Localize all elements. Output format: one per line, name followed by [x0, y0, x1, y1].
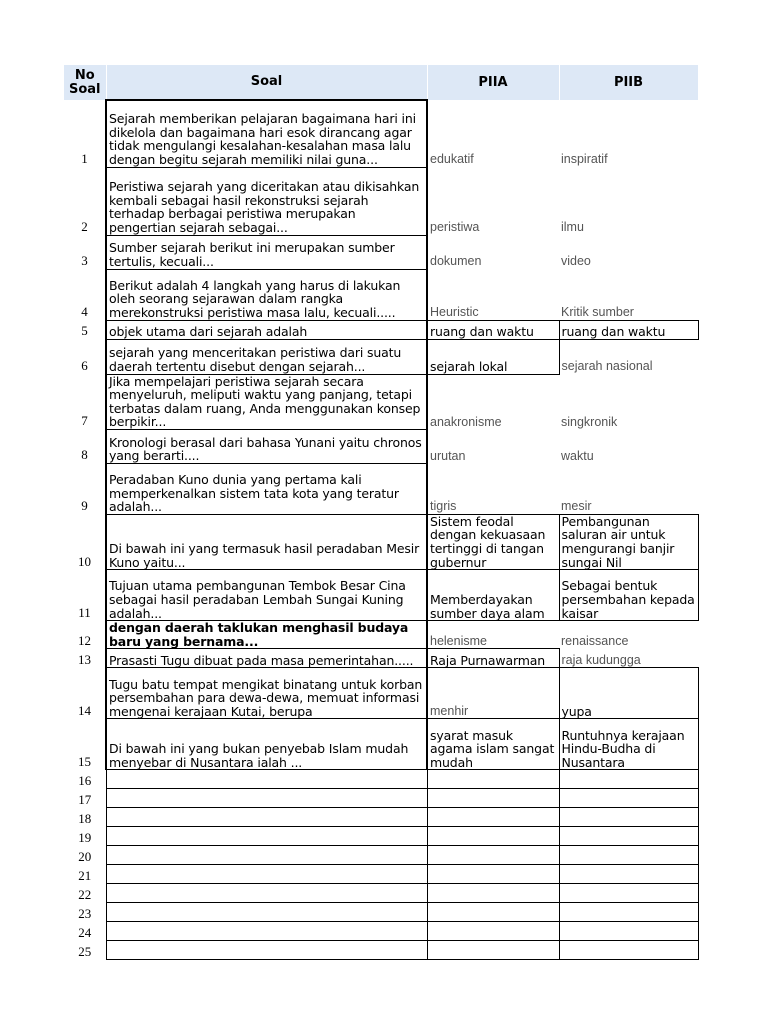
table-row	[64, 339, 698, 374]
no-soal-cell[interactable]: 23	[78, 905, 92, 921]
no-soal-cell[interactable]: 6	[81, 358, 88, 373]
soal-cell[interactable]: Kronologi berasal dari bahasa Yunani yaitu chronos yang berarti....	[106, 429, 427, 463]
table-row	[64, 903, 698, 922]
soal-cell[interactable]: sejarah yang menceritakan peristiwa dari suatu daerah tertentu disebut dengan sejarah...	[106, 339, 427, 374]
no-soal-cell[interactable]: 1	[81, 151, 88, 166]
soal-cell[interactable]	[106, 789, 427, 808]
piib-cell[interactable]	[559, 827, 698, 846]
no-soal-cell[interactable]: 11	[78, 604, 91, 620]
question-table	[64, 65, 699, 960]
table-row	[64, 269, 698, 320]
piia-cell[interactable]: Raja Purnawarman	[427, 649, 559, 668]
table-row	[64, 570, 698, 621]
header-soal[interactable]: Soal	[106, 65, 427, 100]
piia-cell[interactable]	[427, 846, 559, 865]
piia-cell[interactable]	[427, 808, 559, 827]
soal-cell[interactable]: dengan daerah taklukan menghasil budaya baru yang bernama...	[106, 621, 427, 649]
soal-cell[interactable]: Di bawah ini yang bukan penyebab Islam mudah menyebar di Nusantara ialah ...	[106, 719, 427, 770]
table-row	[64, 320, 698, 339]
soal-cell[interactable]	[106, 846, 427, 865]
piia-cell[interactable]	[427, 770, 559, 789]
no-soal-cell[interactable]: 7	[81, 413, 88, 429]
soal-cell[interactable]	[106, 770, 427, 789]
piia-cell[interactable]: Memberdayakan sumber daya alam	[427, 570, 559, 621]
soal-cell[interactable]	[106, 884, 427, 903]
table-row	[64, 865, 698, 884]
table-row	[64, 429, 698, 463]
piia-cell[interactable]: urutan	[430, 448, 466, 463]
piia-cell[interactable]	[427, 884, 559, 903]
no-soal-cell[interactable]: 4	[81, 304, 88, 319]
table-row	[64, 846, 698, 865]
no-soal-cell[interactable]: 10	[78, 553, 91, 569]
no-soal-cell[interactable]: 17	[78, 791, 92, 807]
table-row	[64, 770, 698, 789]
piia-cell[interactable]: Heuristic	[430, 304, 479, 319]
piib-cell[interactable]	[559, 846, 698, 865]
soal-cell[interactable]: Tujuan utama pembangunan Tembok Besar Cina sebagai hasil peradaban Lembah Sungai Kuning adalah...	[106, 570, 427, 621]
no-soal-cell[interactable]: 13	[78, 651, 91, 667]
piib-cell[interactable]: yupa	[559, 668, 698, 719]
piib-cell[interactable]: inspiratif	[561, 152, 608, 167]
piia-cell[interactable]: dokumen	[430, 254, 482, 269]
table-row	[64, 789, 698, 808]
piia-cell[interactable]: helenisme	[430, 633, 487, 648]
no-soal-cell[interactable]: 16	[78, 772, 92, 788]
table-row	[64, 235, 698, 269]
piia-cell[interactable]: menhir	[430, 703, 469, 718]
header-piib[interactable]: PIIB	[559, 65, 698, 100]
piib-cell[interactable]: Pembangunan saluran air untuk mengurangi banjir sungai Nil	[559, 514, 698, 569]
no-soal-cell[interactable]: 14	[78, 702, 91, 718]
piib-cell[interactable]	[559, 884, 698, 903]
no-soal-cell[interactable]: 25	[78, 943, 92, 959]
piib-cell[interactable]: singkronik	[561, 414, 618, 429]
soal-cell[interactable]: objek utama dari sejarah adalah	[106, 320, 427, 339]
soal-cell[interactable]	[106, 903, 427, 922]
no-soal-cell[interactable]: 20	[78, 848, 92, 864]
piib-cell[interactable]	[559, 865, 698, 884]
piia-cell[interactable]: ruang dan waktu	[427, 320, 559, 339]
piib-cell[interactable]: Sebagai bentuk persembahan kepada kaisar	[559, 570, 698, 621]
table-row	[64, 167, 698, 235]
piia-cell[interactable]: anakronisme	[430, 414, 502, 429]
piia-cell[interactable]	[427, 789, 559, 808]
soal-cell[interactable]: Prasasti Tugu dibuat pada masa pemerintahan.....	[106, 649, 427, 668]
no-soal-cell[interactable]: 15	[78, 753, 91, 769]
soal-cell[interactable]	[106, 922, 427, 941]
piia-cell[interactable]	[427, 827, 559, 846]
piib-cell[interactable]: sejarah nasional	[561, 359, 653, 374]
soal-cell[interactable]	[106, 865, 427, 884]
piib-cell[interactable]	[559, 903, 698, 922]
table-row	[64, 374, 698, 429]
piib-cell[interactable]: Runtuhnya kerajaan Hindu-Budha di Nusantara	[559, 719, 698, 770]
soal-cell[interactable]: Peradaban Kuno dunia yang pertama kali memperkenalkan sistem tata kota yang teratur adalah...	[106, 463, 427, 514]
soal-cell[interactable]: Tugu batu tempat mengikat binatang untuk korban persembahan para dewa-dewa, memuat informasi mengenai kerajaan Kutai, berupa	[106, 668, 427, 719]
no-soal-cell[interactable]: 3	[81, 253, 88, 268]
soal-cell[interactable]: Jika mempelajari peristiwa sejarah secara menyeluruh, meliputi waktu yang panjang, tetapi terbatas dalam ruang, Anda menggunakan konsep berpikir...	[106, 374, 427, 429]
piib-cell[interactable]: Kritik sumber	[561, 304, 634, 319]
table-row	[64, 884, 698, 903]
soal-cell[interactable]: Di bawah ini yang termasuk hasil peradaban Mesir Kuno yaitu...	[106, 514, 427, 569]
piib-cell[interactable]	[559, 941, 698, 960]
no-soal-cell[interactable]: 9	[81, 498, 88, 514]
piia-cell[interactable]: edukatif	[430, 152, 474, 167]
piib-cell[interactable]: ruang dan waktu	[559, 320, 698, 339]
piib-cell[interactable]: waktu	[561, 448, 594, 463]
piia-cell[interactable]	[427, 922, 559, 941]
piia-cell[interactable]	[427, 903, 559, 922]
piia-cell[interactable]: syarat masuk agama islam sangat mudah	[427, 719, 559, 770]
no-soal-cell[interactable]: 21	[78, 867, 92, 883]
piia-cell[interactable]	[427, 941, 559, 960]
piia-cell[interactable]: tigris	[430, 499, 457, 514]
table-row	[64, 621, 698, 649]
soal-cell[interactable]	[106, 808, 427, 827]
piib-cell[interactable]: video	[561, 254, 591, 269]
piia-cell[interactable]: peristiwa	[430, 220, 480, 235]
table-row	[64, 808, 698, 827]
piib-cell[interactable]	[559, 789, 698, 808]
piib-cell[interactable]	[559, 922, 698, 941]
table-row	[64, 827, 698, 846]
no-soal-cell[interactable]: 24	[78, 924, 92, 940]
piib-cell[interactable]: mesir	[561, 499, 592, 514]
piia-cell[interactable]: Sistem feodal dengan kekuasaan tertinggi di tangan gubernur	[427, 514, 559, 569]
header-row	[64, 65, 698, 100]
piib-cell[interactable]: raja kudungga	[561, 652, 641, 667]
table-row	[64, 941, 698, 960]
piib-cell[interactable]: renaissance	[561, 634, 629, 649]
table-row	[64, 719, 698, 770]
no-soal-cell[interactable]: 8	[81, 447, 88, 463]
soal-cell[interactable]	[106, 941, 427, 960]
no-soal-cell[interactable]: 2	[81, 219, 88, 234]
piia-cell[interactable]	[427, 865, 559, 884]
soal-cell[interactable]	[106, 827, 427, 846]
header-piia[interactable]: PIIA	[427, 65, 559, 100]
piib-cell[interactable]	[559, 808, 698, 827]
soal-cell[interactable]: Sumber sejarah berikut ini merupakan sumber tertulis, kecuali...	[106, 235, 427, 269]
table-row	[64, 463, 698, 514]
no-soal-cell[interactable]: 18	[78, 810, 92, 826]
no-soal-cell[interactable]: 5	[81, 323, 88, 338]
table-row	[64, 514, 698, 569]
table-row	[64, 100, 698, 167]
no-soal-cell[interactable]: 12	[78, 632, 91, 648]
no-soal-cell[interactable]: 19	[78, 829, 92, 845]
soal-cell[interactable]: Peristiwa sejarah yang diceritakan atau dikisahkan kembali sebagai hasil rekonstruksi sejarah terhadap berbagai peristiwa merupakan pengertian sejarah sebagai...	[106, 167, 427, 235]
soal-cell[interactable]: Sejarah memberikan pelajaran bagaimana hari ini dikelola dan bagaimana hari esok dirancang agar tidak mengulangi kesalahan-kesalahan masa lalu dengan begitu sejarah memiliki nilai guna...	[106, 100, 427, 167]
piib-cell[interactable]: ilmu	[561, 220, 584, 235]
no-soal-cell[interactable]: 22	[78, 886, 92, 902]
table-row	[64, 649, 698, 668]
header-no-soal[interactable]: No Soal	[64, 65, 106, 100]
soal-cell[interactable]: Berikut adalah 4 langkah yang harus di lakukan oleh seorang sejarawan dalam rangka merekonstruksi peristiwa masa lalu, kecuali.....	[106, 269, 427, 320]
table-row	[64, 668, 698, 719]
piia-cell[interactable]: sejarah lokal	[427, 339, 559, 374]
piib-cell[interactable]	[559, 770, 698, 789]
table-row	[64, 922, 698, 941]
